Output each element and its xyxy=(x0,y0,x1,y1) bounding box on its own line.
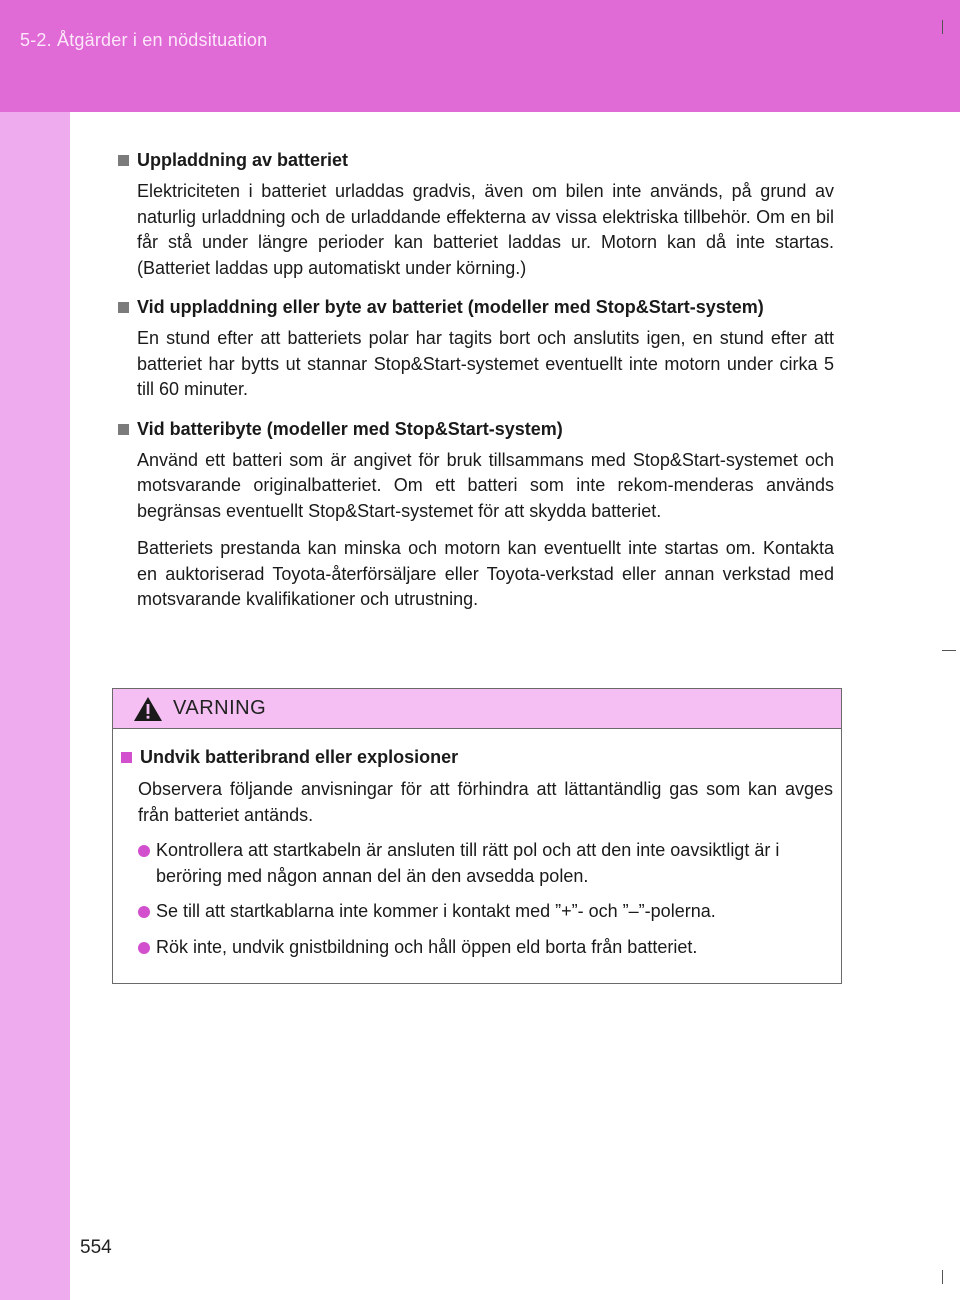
list-item xyxy=(138,838,833,889)
section-battery-replacement xyxy=(118,417,834,613)
section-paragraph: Batteriets prestanda kan minska och motorn kan eventuellt inte startas om. Kontakta en auktoriserad Toyota-återförsäljare eller Toyota-verkstad eller annan verkstad med motsvarande kvalifikationer och utrustning. xyxy=(137,538,834,609)
crop-mark xyxy=(942,650,956,651)
warning-title: VARNING xyxy=(173,697,267,719)
section-paragraph: En stund efter att batteriets polar har tagits bort och anslutits igen, en stund efter att batteriet har bytts ut stannar Stop&Start-systemet eventuellt inte motorn under cirka 5 till 60 minuter. xyxy=(137,328,834,399)
section-heading: Vid batteribyte (modeller med Stop&Start-system) xyxy=(137,418,563,439)
warning-box xyxy=(112,688,842,984)
section-paragraph: Elektriciteten i batteriet urladdas gradvis, även om bilen inte används, på grund av naturlig urladdning och de urladdande effekterna av vissa elektriska tillbehör. Om en bil får stå under längre perioder kan batteriet laddas ur. Motorn kan då inte startas. (Batteriet laddas upp automatiskt under körning.) xyxy=(137,181,834,278)
warning-intro: Observera följande anvisningar för att förhindra att lättantändlig gas som kan avges från batteriet antänds. xyxy=(138,779,833,825)
square-bullet-icon xyxy=(118,424,129,435)
circle-bullet-icon xyxy=(138,845,150,857)
section-heading: Uppladdning av batteriet xyxy=(137,150,349,170)
warning-header xyxy=(113,689,841,729)
circle-bullet-icon xyxy=(138,906,150,918)
warning-body xyxy=(113,729,841,960)
square-bullet-icon xyxy=(121,752,132,763)
list-item xyxy=(138,935,833,961)
section-battery-charging xyxy=(118,148,834,281)
sidebar-band xyxy=(0,112,70,1300)
section-heading: Vid uppladdning eller byte av batteriet (modeller med Stop&Start-system) xyxy=(137,297,764,317)
section-paragraph: Använd ett batteri som är angivet för bruk tillsammans med Stop&Start-systemet och motsvarande originalbatteriet. Om ett batteri som inte rekom-menderas används begränsas eventuellt Stop&Start-systemet för att skydda batteriet. xyxy=(137,449,834,521)
circle-bullet-icon xyxy=(138,942,150,954)
list-item xyxy=(138,899,833,925)
square-bullet-icon xyxy=(118,155,129,166)
page-content xyxy=(118,148,834,627)
crop-mark xyxy=(942,20,943,34)
header-bar xyxy=(0,0,960,112)
breadcrumb: 5-2. Åtgärder i en nödsituation xyxy=(20,30,268,50)
warning-heading: Undvik batteribrand eller explosioner xyxy=(140,747,459,767)
square-bullet-icon xyxy=(118,302,129,313)
list-item-text: Rök inte, undvik gnistbildning och håll öppen eld borta från batteriet. xyxy=(156,936,698,957)
list-item-text: Se till att startkablarna inte kommer i kontakt med ”+”- och ”–”-polerna. xyxy=(156,901,716,921)
crop-mark xyxy=(942,1270,943,1284)
warning-triangle-icon xyxy=(133,696,163,722)
list-item-text: Kontrollera att startkabeln är ansluten till rätt pol och att den inte oavsiktligt är i beröring med någon annan del än den avsedda polen. xyxy=(156,840,780,886)
section-recharge-or-replace xyxy=(118,295,834,403)
page-number: 554 xyxy=(80,1237,112,1258)
